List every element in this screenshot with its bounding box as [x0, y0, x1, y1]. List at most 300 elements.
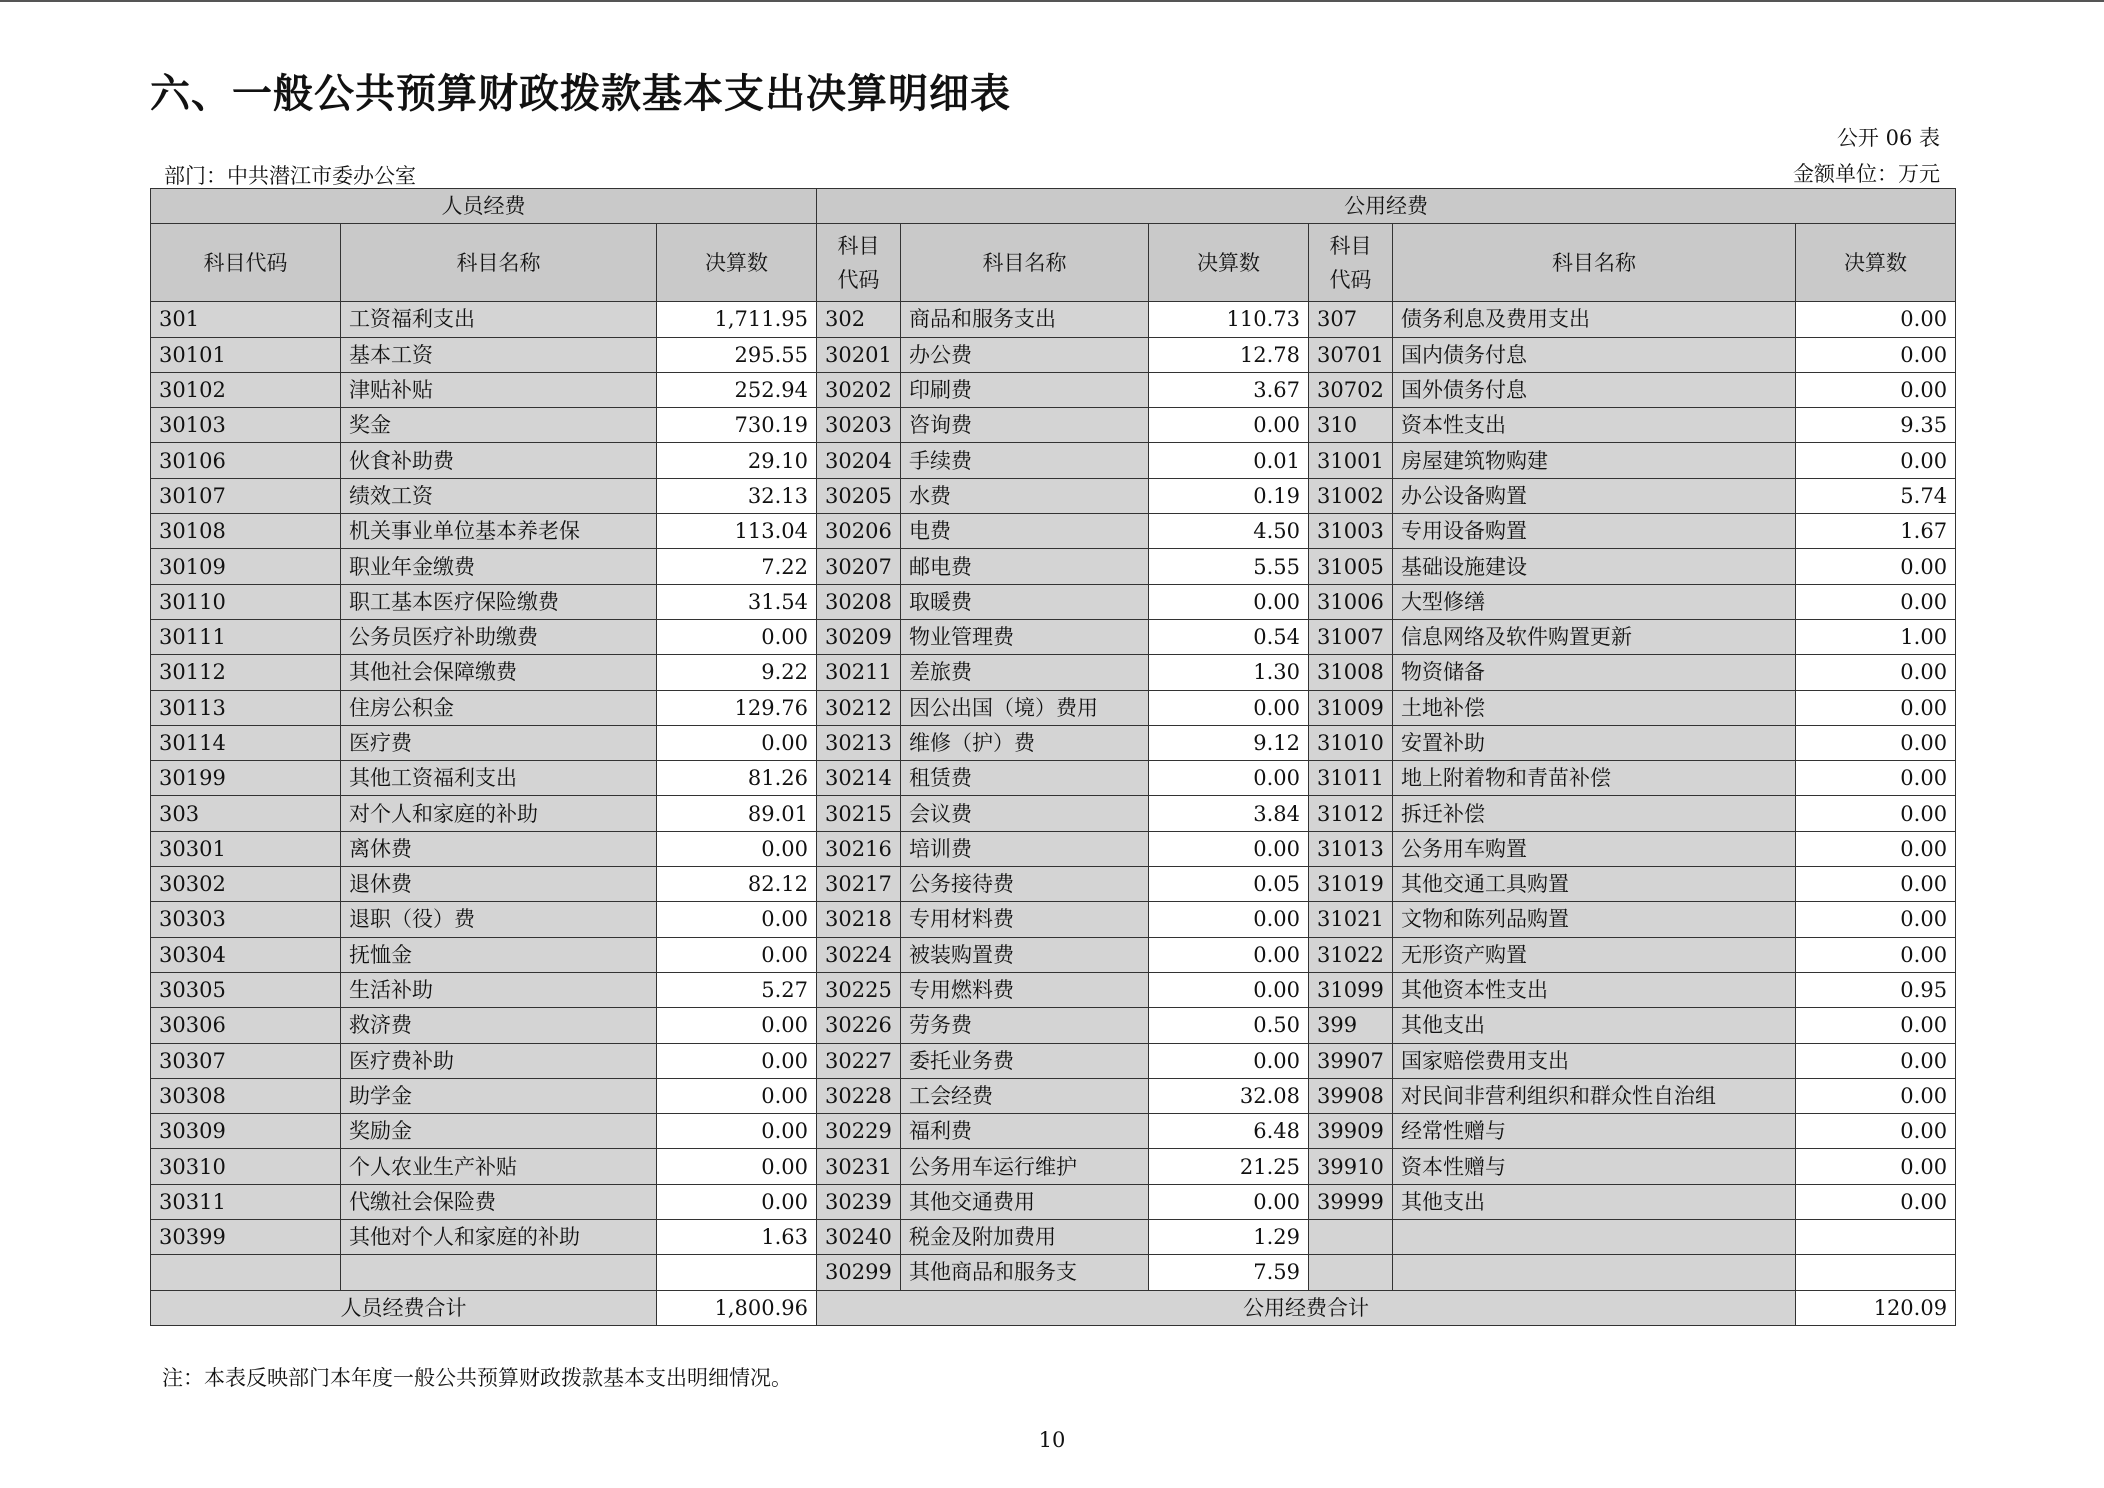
name-cell: 物业管理费 — [901, 619, 1149, 654]
name-cell: 救济费 — [341, 1008, 657, 1043]
name-cell: 培训费 — [901, 831, 1149, 866]
amount-cell: 7.22 — [657, 549, 817, 584]
table-row — [151, 1220, 1956, 1255]
name-cell: 会议费 — [901, 796, 1149, 831]
code-cell: 30103 — [151, 408, 341, 443]
name-cell: 土地补偿 — [1393, 690, 1796, 725]
name-cell: 国内债务付息 — [1393, 337, 1796, 372]
table-row — [151, 1149, 1956, 1184]
amount-cell — [657, 1255, 817, 1290]
col-header-code: 科目代码 — [151, 224, 341, 302]
name-cell: 办公设备购置 — [1393, 478, 1796, 513]
name-cell: 其他资本性支出 — [1393, 972, 1796, 1007]
amount-unit-label: 金额单位：万元 — [1793, 162, 1940, 186]
name-cell: 住房公积金 — [341, 690, 657, 725]
name-cell: 无形资产购置 — [1393, 937, 1796, 972]
expenditure-detail-table — [150, 188, 1956, 1326]
name-cell: 其他社会保障缴费 — [341, 655, 657, 690]
amount-cell: 0.00 — [1796, 937, 1956, 972]
amount-cell: 0.00 — [1796, 1184, 1956, 1219]
amount-cell: 0.50 — [1149, 1008, 1309, 1043]
code-cell: 30207 — [817, 549, 901, 584]
code-cell: 30114 — [151, 725, 341, 760]
name-cell: 其他交通工具购置 — [1393, 867, 1796, 902]
amount-cell: 12.78 — [1149, 337, 1309, 372]
table-row — [151, 337, 1956, 372]
amount-cell: 21.25 — [1149, 1149, 1309, 1184]
table-row — [151, 1043, 1956, 1078]
name-cell: 印刷费 — [901, 372, 1149, 407]
code-cell: 30212 — [817, 690, 901, 725]
amount-cell: 0.00 — [1796, 584, 1956, 619]
amount-cell: 0.19 — [1149, 478, 1309, 513]
amount-cell: 0.00 — [1796, 655, 1956, 690]
code-cell: 30304 — [151, 937, 341, 972]
col-header-name: 科目名称 — [1393, 224, 1796, 302]
name-cell: 维修（护）费 — [901, 725, 1149, 760]
code-cell: 30307 — [151, 1043, 341, 1078]
code-cell: 30225 — [817, 972, 901, 1007]
code-cell: 30213 — [817, 725, 901, 760]
name-cell: 离休费 — [341, 831, 657, 866]
amount-cell: 3.67 — [1149, 372, 1309, 407]
code-cell: 31012 — [1309, 796, 1393, 831]
amount-cell: 0.00 — [1796, 831, 1956, 866]
amount-cell: 0.00 — [1796, 902, 1956, 937]
code-cell: 31013 — [1309, 831, 1393, 866]
code-cell: 30701 — [1309, 337, 1393, 372]
table-row — [151, 725, 1956, 760]
table-row — [151, 690, 1956, 725]
name-cell: 取暖费 — [901, 584, 1149, 619]
table-row — [151, 443, 1956, 478]
code-cell: 30204 — [817, 443, 901, 478]
name-cell: 物资储备 — [1393, 655, 1796, 690]
code-cell: 30305 — [151, 972, 341, 1007]
code-short-line-2: 代码 — [1329, 267, 1372, 292]
amount-cell: 82.12 — [657, 867, 817, 902]
amount-cell: 4.50 — [1149, 514, 1309, 549]
code-cell: 30301 — [151, 831, 341, 866]
name-cell: 资本性赠与 — [1393, 1149, 1796, 1184]
amount-cell: 0.00 — [1796, 1008, 1956, 1043]
name-cell — [1393, 1255, 1796, 1290]
name-cell: 基础设施建设 — [1393, 549, 1796, 584]
amount-cell: 0.00 — [1796, 867, 1956, 902]
code-cell: 30214 — [817, 761, 901, 796]
table-row — [151, 584, 1956, 619]
name-cell: 工资福利支出 — [341, 302, 657, 337]
code-cell — [151, 1255, 341, 1290]
code-cell: 30306 — [151, 1008, 341, 1043]
code-cell: 30101 — [151, 337, 341, 372]
amount-cell: 32.08 — [1149, 1078, 1309, 1113]
name-cell: 办公费 — [901, 337, 1149, 372]
public-total-label: 公用经费合计 — [817, 1290, 1796, 1325]
column-header-row — [151, 224, 1956, 302]
name-cell: 其他商品和服务支 — [901, 1255, 1149, 1290]
public-total-value: 120.09 — [1796, 1290, 1956, 1325]
amount-cell: 81.26 — [657, 761, 817, 796]
name-cell: 其他工资福利支出 — [341, 761, 657, 796]
name-cell: 电费 — [901, 514, 1149, 549]
code-cell: 30206 — [817, 514, 901, 549]
amount-cell: 110.73 — [1149, 302, 1309, 337]
name-cell: 退休费 — [341, 867, 657, 902]
name-cell: 公务用车购置 — [1393, 831, 1796, 866]
code-cell: 39910 — [1309, 1149, 1393, 1184]
code-cell: 30303 — [151, 902, 341, 937]
col-header-amount: 决算数 — [1796, 224, 1956, 302]
amount-cell: 1.00 — [1796, 619, 1956, 654]
amount-cell — [1796, 1255, 1956, 1290]
amount-cell: 0.00 — [1796, 796, 1956, 831]
name-cell: 委托业务费 — [901, 1043, 1149, 1078]
name-cell: 绩效工资 — [341, 478, 657, 513]
code-cell: 30201 — [817, 337, 901, 372]
table-row — [151, 372, 1956, 407]
name-cell: 奖金 — [341, 408, 657, 443]
code-cell: 31022 — [1309, 937, 1393, 972]
name-cell: 奖励金 — [341, 1114, 657, 1149]
amount-cell: 9.35 — [1796, 408, 1956, 443]
code-cell: 30209 — [817, 619, 901, 654]
amount-cell: 0.00 — [657, 1043, 817, 1078]
name-cell: 公务接待费 — [901, 867, 1149, 902]
code-cell: 30216 — [817, 831, 901, 866]
amount-cell: 0.00 — [1796, 725, 1956, 760]
amount-cell: 0.00 — [657, 1149, 817, 1184]
amount-cell: 1.30 — [1149, 655, 1309, 690]
name-cell: 对个人和家庭的补助 — [341, 796, 657, 831]
code-short-line-2: 代码 — [837, 267, 880, 292]
form-number: 公开 06 表 — [1836, 126, 1940, 150]
amount-cell: 113.04 — [657, 514, 817, 549]
code-cell: 39907 — [1309, 1043, 1393, 1078]
amount-cell: 3.84 — [1149, 796, 1309, 831]
name-cell — [1393, 1220, 1796, 1255]
amount-cell: 0.00 — [657, 1078, 817, 1113]
amount-cell: 0.00 — [657, 902, 817, 937]
amount-cell: 0.00 — [1796, 1149, 1956, 1184]
col-header-code-short — [1309, 224, 1393, 302]
amount-cell: 0.00 — [1796, 761, 1956, 796]
amount-cell: 0.54 — [1149, 619, 1309, 654]
name-cell: 津贴补贴 — [341, 372, 657, 407]
amount-cell: 0.00 — [1796, 372, 1956, 407]
name-cell: 福利费 — [901, 1114, 1149, 1149]
name-cell: 工会经费 — [901, 1078, 1149, 1113]
col-header-code-short — [817, 224, 901, 302]
personnel-total-value: 1,800.96 — [657, 1290, 817, 1325]
code-cell: 30107 — [151, 478, 341, 513]
code-cell: 31019 — [1309, 867, 1393, 902]
amount-cell: 89.01 — [657, 796, 817, 831]
name-cell: 其他支出 — [1393, 1008, 1796, 1043]
code-cell: 31099 — [1309, 972, 1393, 1007]
amount-cell: 9.12 — [1149, 725, 1309, 760]
name-cell: 医疗费 — [341, 725, 657, 760]
code-cell: 30205 — [817, 478, 901, 513]
amount-cell: 0.00 — [1796, 549, 1956, 584]
code-cell: 30240 — [817, 1220, 901, 1255]
col-header-amount: 决算数 — [657, 224, 817, 302]
code-cell: 31007 — [1309, 619, 1393, 654]
code-cell: 30109 — [151, 549, 341, 584]
name-cell: 租赁费 — [901, 761, 1149, 796]
name-cell: 资本性支出 — [1393, 408, 1796, 443]
name-cell: 文物和陈列品购置 — [1393, 902, 1796, 937]
code-cell: 307 — [1309, 302, 1393, 337]
name-cell: 生活补助 — [341, 972, 657, 1007]
table-row — [151, 514, 1956, 549]
code-cell: 30108 — [151, 514, 341, 549]
code-cell: 39999 — [1309, 1184, 1393, 1219]
amount-cell: 0.00 — [1796, 443, 1956, 478]
totals-row — [151, 1290, 1956, 1325]
table-row — [151, 1008, 1956, 1043]
amount-cell: 0.00 — [1149, 761, 1309, 796]
table-row — [151, 478, 1956, 513]
code-cell: 31006 — [1309, 584, 1393, 619]
name-cell: 个人农业生产补贴 — [341, 1149, 657, 1184]
name-cell: 经常性赠与 — [1393, 1114, 1796, 1149]
code-cell: 31010 — [1309, 725, 1393, 760]
amount-cell: 0.00 — [657, 831, 817, 866]
code-cell: 30106 — [151, 443, 341, 478]
name-cell: 公务用车运行维护 — [901, 1149, 1149, 1184]
code-cell: 30111 — [151, 619, 341, 654]
name-cell: 被装购置费 — [901, 937, 1149, 972]
name-cell: 邮电费 — [901, 549, 1149, 584]
amount-cell — [1796, 1220, 1956, 1255]
code-cell: 30218 — [817, 902, 901, 937]
amount-cell: 9.22 — [657, 655, 817, 690]
table-row — [151, 761, 1956, 796]
name-cell: 信息网络及软件购置更新 — [1393, 619, 1796, 654]
amount-cell: 252.94 — [657, 372, 817, 407]
code-cell: 39909 — [1309, 1114, 1393, 1149]
code-cell: 30311 — [151, 1184, 341, 1219]
code-cell: 31021 — [1309, 902, 1393, 937]
amount-cell: 32.13 — [657, 478, 817, 513]
name-cell: 地上附着物和青苗补偿 — [1393, 761, 1796, 796]
code-cell: 30102 — [151, 372, 341, 407]
table-body — [151, 302, 1956, 1290]
name-cell: 助学金 — [341, 1078, 657, 1113]
code-cell: 30217 — [817, 867, 901, 902]
amount-cell: 0.00 — [1149, 831, 1309, 866]
amount-cell: 0.00 — [1796, 1114, 1956, 1149]
name-cell: 咨询费 — [901, 408, 1149, 443]
amount-cell: 0.00 — [1796, 690, 1956, 725]
name-cell: 大型修缮 — [1393, 584, 1796, 619]
table-row — [151, 796, 1956, 831]
name-cell: 税金及附加费用 — [901, 1220, 1149, 1255]
code-cell: 30208 — [817, 584, 901, 619]
name-cell: 其他交通费用 — [901, 1184, 1149, 1219]
name-cell: 水费 — [901, 478, 1149, 513]
group-header-row — [151, 189, 1956, 224]
amount-cell: 0.00 — [1796, 302, 1956, 337]
amount-cell: 0.00 — [1149, 584, 1309, 619]
code-cell — [1309, 1255, 1393, 1290]
code-cell — [1309, 1220, 1393, 1255]
code-cell: 30299 — [817, 1255, 901, 1290]
name-cell: 手续费 — [901, 443, 1149, 478]
table-row — [151, 937, 1956, 972]
name-cell: 职工基本医疗保险缴费 — [341, 584, 657, 619]
code-cell: 310 — [1309, 408, 1393, 443]
amount-cell: 730.19 — [657, 408, 817, 443]
name-cell: 伙食补助费 — [341, 443, 657, 478]
amount-cell: 295.55 — [657, 337, 817, 372]
table-row — [151, 831, 1956, 866]
name-cell: 抚恤金 — [341, 937, 657, 972]
name-cell: 专用设备购置 — [1393, 514, 1796, 549]
code-cell: 302 — [817, 302, 901, 337]
amount-cell: 1.29 — [1149, 1220, 1309, 1255]
code-cell: 30211 — [817, 655, 901, 690]
amount-cell: 0.00 — [1149, 972, 1309, 1007]
amount-cell: 1.63 — [657, 1220, 817, 1255]
name-cell: 国外债务付息 — [1393, 372, 1796, 407]
amount-cell: 1,711.95 — [657, 302, 817, 337]
amount-cell: 0.00 — [1149, 902, 1309, 937]
amount-cell: 0.00 — [1796, 1043, 1956, 1078]
amount-cell: 0.00 — [657, 725, 817, 760]
code-cell: 31011 — [1309, 761, 1393, 796]
amount-cell: 0.00 — [1149, 690, 1309, 725]
code-cell: 31003 — [1309, 514, 1393, 549]
group-public-header: 公用经费 — [817, 189, 1956, 224]
amount-cell: 29.10 — [657, 443, 817, 478]
amount-cell: 0.00 — [657, 619, 817, 654]
name-cell: 医疗费补助 — [341, 1043, 657, 1078]
amount-cell: 0.00 — [657, 1114, 817, 1149]
page-number: 10 — [1038, 1428, 1066, 1452]
table-row — [151, 972, 1956, 1007]
table-row — [151, 655, 1956, 690]
amount-cell: 6.48 — [1149, 1114, 1309, 1149]
personnel-total-label: 人员经费合计 — [151, 1290, 657, 1325]
code-cell: 30702 — [1309, 372, 1393, 407]
name-cell: 公务员医疗补助缴费 — [341, 619, 657, 654]
code-cell: 30110 — [151, 584, 341, 619]
amount-cell: 0.00 — [657, 1184, 817, 1219]
code-cell: 30202 — [817, 372, 901, 407]
amount-cell: 0.00 — [657, 937, 817, 972]
amount-cell: 0.01 — [1149, 443, 1309, 478]
table-row — [151, 408, 1956, 443]
name-cell — [341, 1255, 657, 1290]
code-cell: 303 — [151, 796, 341, 831]
table-note: 注：本表反映部门本年度一般公共预算财政拨款基本支出明细情况。 — [162, 1366, 792, 1390]
code-cell: 30199 — [151, 761, 341, 796]
code-cell: 30227 — [817, 1043, 901, 1078]
code-cell: 30310 — [151, 1149, 341, 1184]
name-cell: 专用材料费 — [901, 902, 1149, 937]
col-header-amount: 决算数 — [1149, 224, 1309, 302]
table-row — [151, 549, 1956, 584]
table-row — [151, 1078, 1956, 1113]
amount-cell: 0.00 — [1796, 1078, 1956, 1113]
code-cell: 30228 — [817, 1078, 901, 1113]
name-cell: 安置补助 — [1393, 725, 1796, 760]
amount-cell: 0.00 — [657, 1008, 817, 1043]
name-cell: 因公出国（境）费用 — [901, 690, 1149, 725]
amount-cell: 129.76 — [657, 690, 817, 725]
code-cell: 31008 — [1309, 655, 1393, 690]
amount-cell: 7.59 — [1149, 1255, 1309, 1290]
name-cell: 基本工资 — [341, 337, 657, 372]
code-short-line-1: 科目 — [1329, 233, 1372, 258]
amount-cell: 5.27 — [657, 972, 817, 1007]
name-cell: 房屋建筑物购建 — [1393, 443, 1796, 478]
code-cell: 30229 — [817, 1114, 901, 1149]
amount-cell: 0.00 — [1796, 337, 1956, 372]
name-cell: 商品和服务支出 — [901, 302, 1149, 337]
code-cell: 30226 — [817, 1008, 901, 1043]
name-cell: 代缴社会保险费 — [341, 1184, 657, 1219]
amount-cell: 5.55 — [1149, 549, 1309, 584]
table-row — [151, 867, 1956, 902]
code-cell: 30112 — [151, 655, 341, 690]
group-personnel-header: 人员经费 — [151, 189, 817, 224]
amount-cell: 0.95 — [1796, 972, 1956, 1007]
amount-cell: 0.00 — [1149, 1043, 1309, 1078]
code-cell: 31009 — [1309, 690, 1393, 725]
table-row — [151, 619, 1956, 654]
code-cell: 30215 — [817, 796, 901, 831]
code-cell: 30231 — [817, 1149, 901, 1184]
page-title: 六、一般公共预算财政拨款基本支出决算明细表 — [150, 71, 1011, 117]
name-cell: 其他对个人和家庭的补助 — [341, 1220, 657, 1255]
name-cell: 差旅费 — [901, 655, 1149, 690]
amount-cell: 5.74 — [1796, 478, 1956, 513]
code-cell: 31002 — [1309, 478, 1393, 513]
amount-cell: 0.00 — [1149, 1184, 1309, 1219]
amount-cell: 1.67 — [1796, 514, 1956, 549]
name-cell: 拆迁补偿 — [1393, 796, 1796, 831]
code-cell: 30203 — [817, 408, 901, 443]
table-row — [151, 1114, 1956, 1149]
code-cell: 31005 — [1309, 549, 1393, 584]
name-cell: 国家赔偿费用支出 — [1393, 1043, 1796, 1078]
code-cell: 30309 — [151, 1114, 341, 1149]
amount-cell: 0.05 — [1149, 867, 1309, 902]
col-header-name: 科目名称 — [901, 224, 1149, 302]
name-cell: 专用燃料费 — [901, 972, 1149, 1007]
code-short-line-1: 科目 — [837, 233, 880, 258]
amount-cell: 0.00 — [1149, 408, 1309, 443]
code-cell: 30302 — [151, 867, 341, 902]
name-cell: 退职（役）费 — [341, 902, 657, 937]
table-row — [151, 1184, 1956, 1219]
amount-cell: 0.00 — [1149, 937, 1309, 972]
code-cell: 30113 — [151, 690, 341, 725]
table-row — [151, 302, 1956, 337]
name-cell: 其他支出 — [1393, 1184, 1796, 1219]
amount-cell: 31.54 — [657, 584, 817, 619]
code-cell: 30399 — [151, 1220, 341, 1255]
code-cell: 301 — [151, 302, 341, 337]
department-label: 部门：中共潜江市委办公室 — [164, 164, 416, 188]
name-cell: 债务利息及费用支出 — [1393, 302, 1796, 337]
code-cell: 399 — [1309, 1008, 1393, 1043]
name-cell: 职业年金缴费 — [341, 549, 657, 584]
code-cell: 30239 — [817, 1184, 901, 1219]
